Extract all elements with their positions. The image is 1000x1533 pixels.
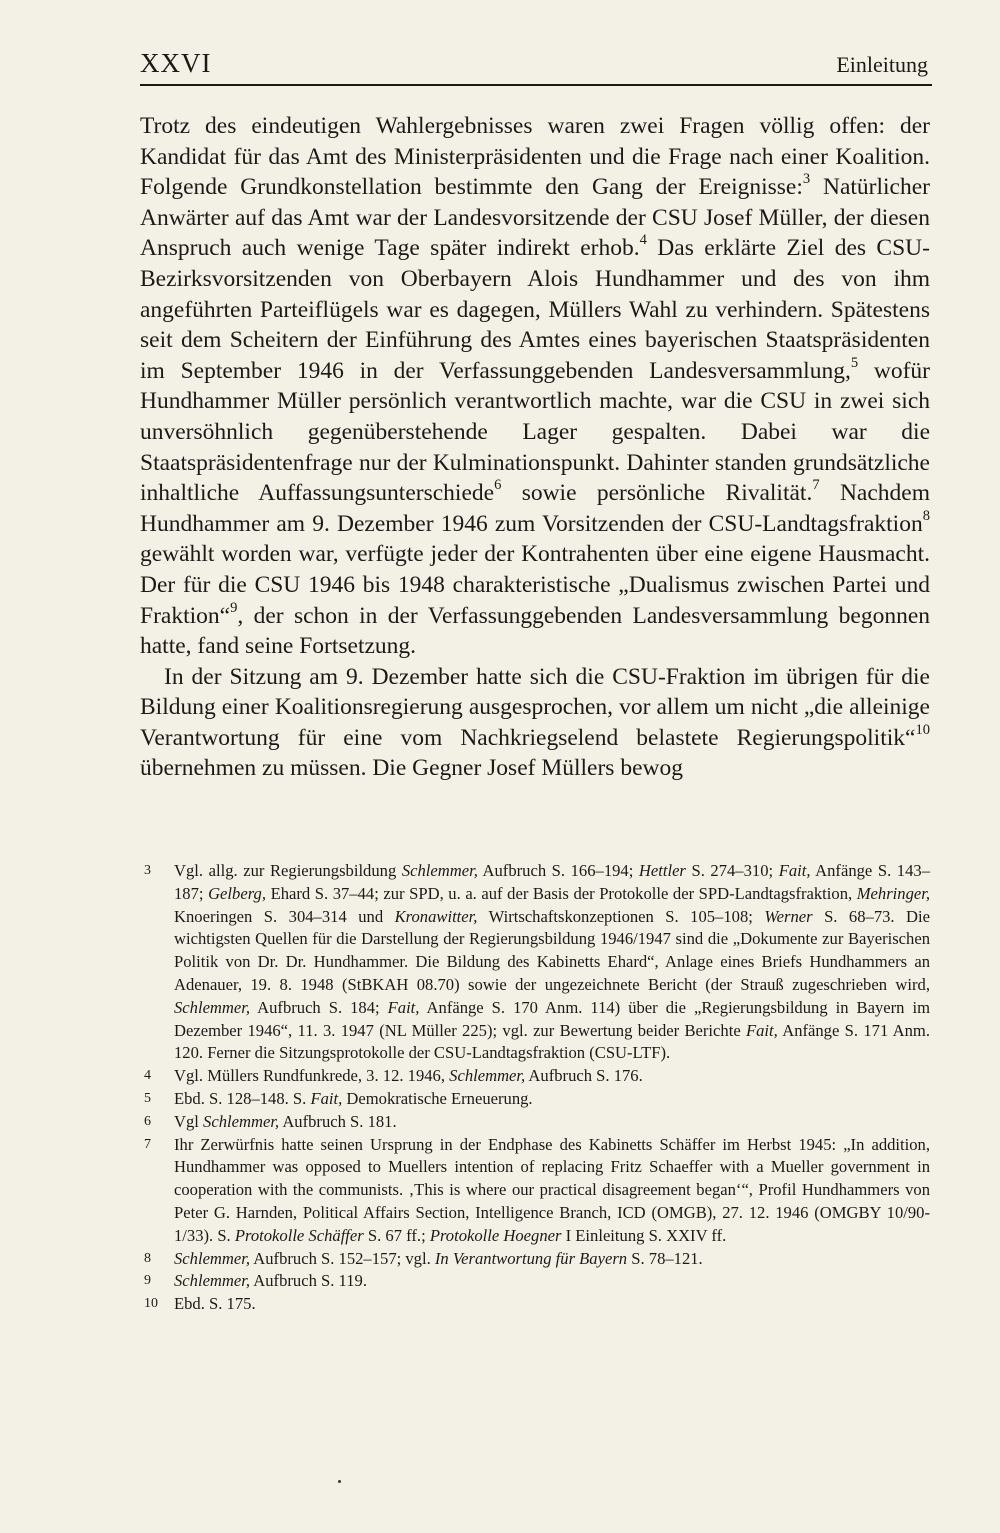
footnote-number: 4 — [144, 1068, 151, 1084]
footnote-ref: 9 — [230, 599, 238, 616]
italic-citation: Fait, — [387, 997, 420, 1017]
footnote-number: 7 — [144, 1136, 151, 1152]
text-run: Trotz des eindeutigen Wahlergebnisses waren zwei Fragen völlig offen: der Kandidat für das Amt des Ministerpräsidenten und die Frage nach einer Koalition. Folgende Grundkonstellation bestimmte den Gang der Ereignisse: — [140, 113, 930, 201]
paragraph — [140, 662, 930, 784]
page-number: XXVI — [140, 48, 212, 78]
footnote — [140, 860, 930, 1065]
footnote-ref: 5 — [850, 354, 859, 371]
footnote-number: 9 — [144, 1273, 151, 1289]
text-run: Ihr Zerwürfnis hatte seinen Ursprung in der Endphase des Kabinetts Schäffer im Herbst 1945: „In addition, Hundhammer was opposed to Muellers intention of replacing Fritz Schaeffer with a Mueller government in cooperation with the communists. ‚This is where our practical disagreement began‘“, Profil Hundhammers von Peter G. Harnden, Political Affairs Section, Intelligence Branch, ICD (OMGB), 27. 12. 1946 (OMGBY 10/90-1/33). S. — [174, 1134, 930, 1245]
text-run: Aufbruch S. 152–157; vgl. — [250, 1248, 435, 1268]
text-run: Aufbruch S. 119. — [250, 1271, 367, 1291]
text-run: Demokratische Erneuerung. — [342, 1088, 533, 1108]
text-run: Anfänge S. 170 Anm. 114) über die „Regierungsbildung in Bayern im Dezember 1946“, 11. 3. 1947 (NL Müller 225); vgl. zur Bewertung beider Berichte — [174, 997, 930, 1040]
footnote — [140, 1293, 930, 1316]
footnote — [140, 1248, 930, 1271]
footnotes — [140, 860, 930, 1316]
footnote — [140, 1134, 930, 1248]
footnote-ref: 8 — [922, 507, 930, 524]
footnote-number: 5 — [144, 1090, 151, 1106]
italic-citation: Schlemmer, — [174, 1271, 251, 1291]
footnote-number: 8 — [144, 1250, 151, 1266]
footnote-ref: 6 — [494, 477, 502, 494]
page-speck — [338, 1480, 341, 1483]
italic-citation: Schlemmer, — [174, 997, 251, 1017]
italic-citation: Schlemmer, — [401, 861, 478, 880]
italic-citation: Protokolle Schäffer — [234, 1225, 364, 1245]
text-run: wofür Hundhammer Müller persönlich verantwortlich machte, war die CSU in zwei sich unversöhnlich gegenüberstehende Lager gespalten. Dabei war die Staatspräsidentenfrage nur der Kulminationspunkt. Dahinter standen grundsätzliche inhaltliche Auffassungsunterschiede — [140, 357, 931, 507]
text-run: Aufbruch S. 184; — [250, 997, 388, 1017]
text-run: Nachdem Hundhammer am 9. Dezember 1946 zum Vorsitzenden der CSU-Landtagsfraktion — [140, 480, 930, 537]
text-run: Das erklärte Ziel des CSU-Bezirksvorsitzenden von Oberbayern Alois Hundhammer und des von ihm angeführten Parteiflügels war es dagegen, Müllers Wahl zu verhindern. Spätestens seit dem Scheitern der Einführung des Amtes eines bayerischen Staatspräsidenten im September 1946 in der Verfassunggebenden Landesversammlung, — [140, 235, 930, 384]
text-run: Knoeringen S. 304–314 und — [174, 906, 395, 926]
text-run: I Einleitung S. XXIV ff. — [561, 1225, 727, 1245]
italic-citation: Gelberg, — [208, 883, 266, 903]
italic-citation: Werner — [764, 906, 813, 926]
footnote-ref: 4 — [639, 232, 647, 249]
italic-citation: Mehringer, — [856, 883, 930, 903]
italic-citation: In Verantwortung für Bayern — [434, 1248, 628, 1268]
paragraph — [140, 111, 930, 662]
text-run: Anfänge S. 143–187; — [174, 861, 930, 903]
footnote-ref: 10 — [915, 721, 930, 738]
text-run: , der schon in der Verfassunggebenden Landesversammlung begonnen hatte, fand seine Fortsetzung. — [140, 602, 930, 660]
text-run: Wirtschaftskonzeptionen S. 105–108; — [477, 906, 765, 926]
text-run: S. 78–121. — [627, 1248, 703, 1268]
text-run: Anfänge S. 171 Anm. 120. Ferner die Sitzungsprotokolle der CSU-Landtagsfraktion (CSU-LTF). — [174, 1020, 930, 1063]
footnote-text — [174, 1111, 930, 1134]
section-title: Einleitung — [836, 52, 928, 77]
footnote-number: 6 — [144, 1113, 151, 1129]
italic-citation: Fait, — [778, 861, 811, 880]
italic-citation: Hettler — [638, 861, 686, 880]
text-run: S. 274–310; — [685, 861, 779, 880]
footnote — [140, 1111, 930, 1134]
italic-citation: Kronawitter, — [394, 906, 478, 926]
footnote-text — [174, 1088, 930, 1111]
footnote-text — [174, 1065, 930, 1088]
text-run: gewählt worden war, verfügte jeder der Kontrahenten über eine eigene Hausmacht. Der für die CSU 1946 bis 1948 charakteristische „Dualismus zwischen Partei und Fraktion“ — [140, 541, 930, 629]
italic-citation: Schlemmer, — [449, 1066, 526, 1086]
text-run: Vgl. allg. zur Regierungsbildung — [174, 861, 402, 880]
header-rule — [140, 84, 932, 86]
italic-citation: Fait, — [746, 1020, 778, 1040]
footnote — [140, 1065, 930, 1088]
footnote-text — [174, 860, 930, 1065]
text-run: In der Sitzung am 9. Dezember hatte sich die CSU-Fraktion im übrigen für die Bildung einer Koalitionsregierung ausgesprochen, vor allem um nicht „die alleinige Verantwortung für eine vom Nachkriegselend belastete Regierungspolitik“ — [140, 663, 930, 751]
text-run: S. 68–73. Die wichtigsten Quellen für die Darstellung der Regierungsbildung 1946/1947 sind die „Dokumente zur Bayerischen Politik von Dr. Dr. Hundhammer. Die Bildung des Kabinetts Ehard“, Anlage eines Briefs Hundhammers an Adenauer, 19. 8. 1948 (StBKAH 08.70) sowie der ungezeichnete Bericht (der Strauß zugeschrieben wird, — [174, 906, 930, 994]
italic-citation: Schlemmer, — [174, 1248, 251, 1268]
footnote-text — [174, 1270, 930, 1293]
text-run: Natürlicher Anwärter auf das Amt war der Landesvorsitzende der CSU Josef Müller, der diesen Anspruch auch wenige Tage später indirekt erhob. — [140, 174, 930, 262]
text-run: Aufbruch S. 181. — [279, 1111, 397, 1131]
footnote-text — [174, 1293, 930, 1316]
text-run: Ehard S. 37–44; zur SPD, u. a. auf der Basis der Protokolle der SPD-Landtagsfraktion, — [266, 883, 857, 903]
footnote-text — [174, 1134, 930, 1248]
text-run: übernehmen zu müssen. Die Gegner Josef Müllers bewog — [140, 755, 683, 782]
text-run: Aufbruch S. 166–194; — [477, 861, 639, 880]
running-head — [140, 48, 930, 82]
text-run: Ebd. S. 175. — [174, 1294, 256, 1314]
main-text — [140, 111, 930, 784]
text-run: sowie persönliche Rivalität. — [501, 480, 813, 507]
footnote — [140, 1270, 930, 1293]
footnote-ref: 3 — [802, 171, 811, 188]
footnote-text — [174, 1248, 930, 1271]
footnote — [140, 1088, 930, 1111]
text-run: Ebd. S. 128–148. S. — [174, 1088, 311, 1108]
text-run: Aufbruch S. 176. — [525, 1066, 643, 1086]
italic-citation: Schlemmer, — [203, 1111, 280, 1131]
italic-citation: Protokolle Hoegner — [429, 1225, 562, 1245]
text-run: Vgl. Müllers Rundfunkrede, 3. 12. 1946, — [174, 1066, 450, 1086]
footnote-number: 3 — [144, 863, 151, 878]
text-run: S. 67 ff.; — [363, 1225, 430, 1245]
footnote-ref: 7 — [812, 477, 820, 494]
footnote-number: 10 — [144, 1296, 158, 1312]
italic-citation: Fait, — [310, 1088, 343, 1108]
text-run: Vgl — [174, 1111, 204, 1131]
